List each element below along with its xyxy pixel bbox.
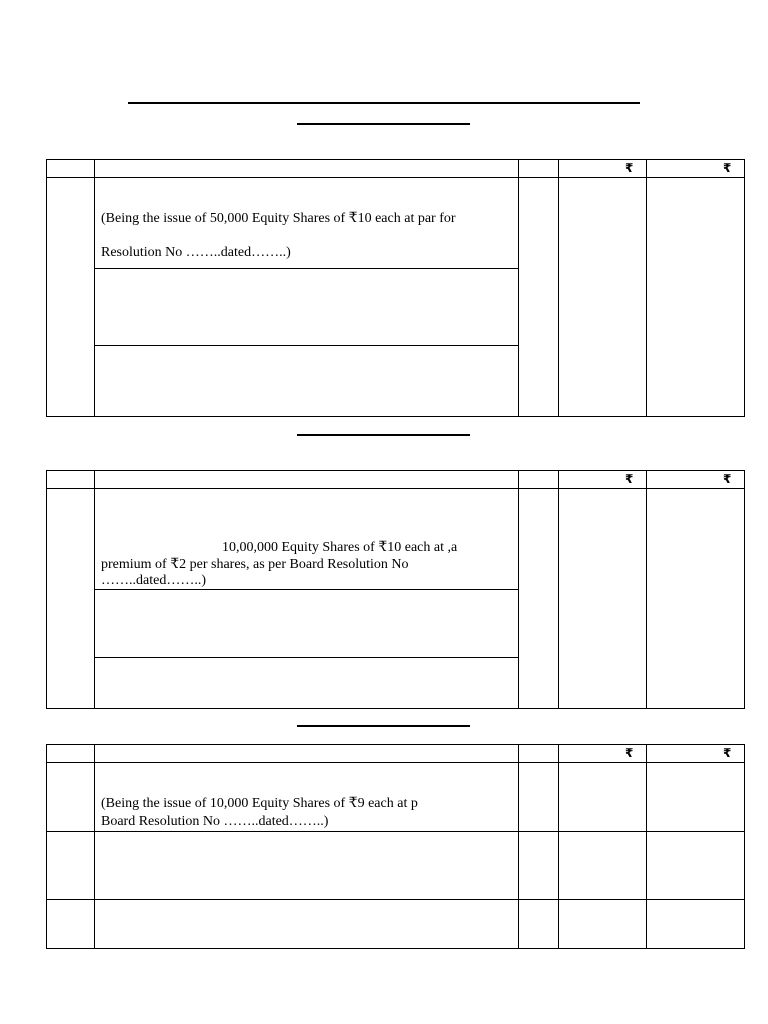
subtitle-underline-1 [297,123,470,125]
header-row-border [47,177,744,178]
credit-amount-header: ₹ [723,746,732,760]
debit-amount-header: ₹ [625,161,634,175]
debit-amount-header: ₹ [625,746,634,760]
header-row-border [47,762,744,763]
narration-line: Board Resolution No ……..dated……..) [101,814,329,829]
credit-amount-header: ₹ [723,472,732,486]
narration-line: premium of ₹2 per shares, as per Board Resolution No [101,557,409,572]
entry-divider [94,657,518,658]
entry-divider [94,268,518,269]
debit-amount-header: ₹ [625,472,634,486]
narration-line: Resolution No ……..dated……..) [101,245,291,260]
title-underline [128,102,640,104]
narration-line: (Being the issue of 10,000 Equity Shares of ₹9 each at p [101,796,418,811]
journal-table-3 [46,744,745,949]
journal-table-2 [46,470,745,709]
narration-line: 10,00,000 Equity Shares of ₹10 each at ,a [222,540,458,555]
credit-amount-header: ₹ [723,161,732,175]
entry-divider [94,345,518,346]
header-row-border [47,488,744,489]
journal-table-1 [46,159,745,417]
entry-divider [94,589,518,590]
narration-line: (Being the issue of 50,000 Equity Shares of ₹10 each at par for [101,211,456,226]
entry-divider [47,831,744,832]
subtitle-underline-3 [297,725,470,727]
subtitle-underline-2 [297,434,470,436]
narration-line: ……..dated……..) [101,573,206,588]
entry-divider [47,899,744,900]
